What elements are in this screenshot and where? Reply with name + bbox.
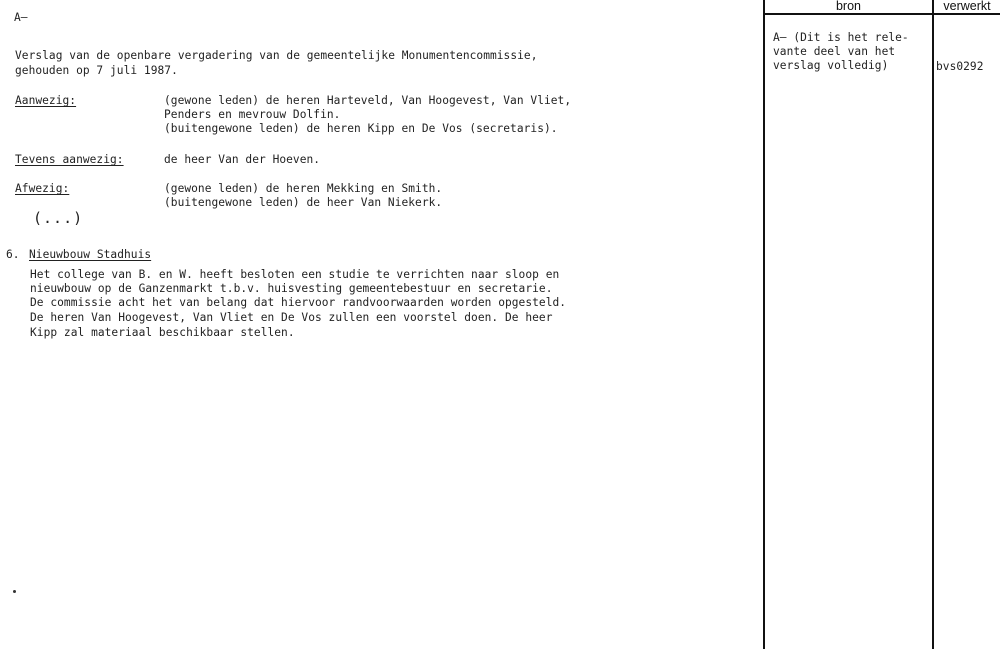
document-reference: A–	[14, 11, 28, 24]
section-line: De commissie acht het van belang dat hiervoor randvoorwaarden worden opgesteld.	[30, 296, 567, 309]
column-header-bron: bron	[835, 0, 862, 13]
section-line: Het college van B. en W. heeft besloten een studie te verrichten naar sloop en	[30, 268, 560, 281]
section-line: Kipp zal materiaal beschikbaar stellen.	[30, 326, 295, 339]
absent-line: (gewone leden) de heren Mekking en Smith.	[164, 182, 443, 195]
column-divider-left	[763, 0, 765, 649]
omission-marker: (...)	[33, 209, 84, 227]
also-present-label: Tevens aanwezig:	[15, 153, 124, 166]
also-present-line: de heer Van der Hoeven.	[164, 153, 321, 166]
intro-line: Verslag van de openbare vergadering van de gemeentelijke Monumentencommissie,	[15, 49, 538, 62]
archive-code: bvs0292	[936, 60, 984, 73]
present-line: (buitengewone leden) de heren Kipp en De Vos (secretaris).	[164, 122, 558, 135]
source-note-line: vante deel van het	[773, 45, 896, 58]
section-line: nieuwbouw op de Ganzenmarkt t.b.v. huisvesting gemeentebestuur en secretarie.	[30, 282, 553, 295]
present-label: Aanwezig:	[15, 94, 77, 107]
stray-mark	[13, 590, 16, 593]
absent-line: (buitengewone leden) de heer Van Niekerk.	[164, 196, 443, 209]
section-title: Nieuwbouw Stadhuis	[29, 248, 152, 261]
column-header-verwerkt: verwerkt	[943, 0, 991, 13]
source-note-line: A– (Dit is het rele-	[773, 31, 909, 44]
present-line: (gewone leden) de heren Harteveld, Van Hoogevest, Van Vliet,	[164, 94, 572, 107]
section-number: 6.	[6, 248, 20, 261]
absent-label: Afwezig:	[15, 182, 70, 195]
source-note-line: verslag volledig)	[773, 59, 889, 72]
column-divider-right	[932, 0, 934, 649]
column-header-rule	[763, 13, 1000, 15]
present-line: Penders en mevrouw Dolfin.	[164, 108, 341, 121]
intro-line: gehouden op 7 juli 1987.	[15, 64, 178, 77]
section-line: De heren Van Hoogevest, Van Vliet en De Vos zullen een voorstel doen. De heer	[30, 311, 553, 324]
